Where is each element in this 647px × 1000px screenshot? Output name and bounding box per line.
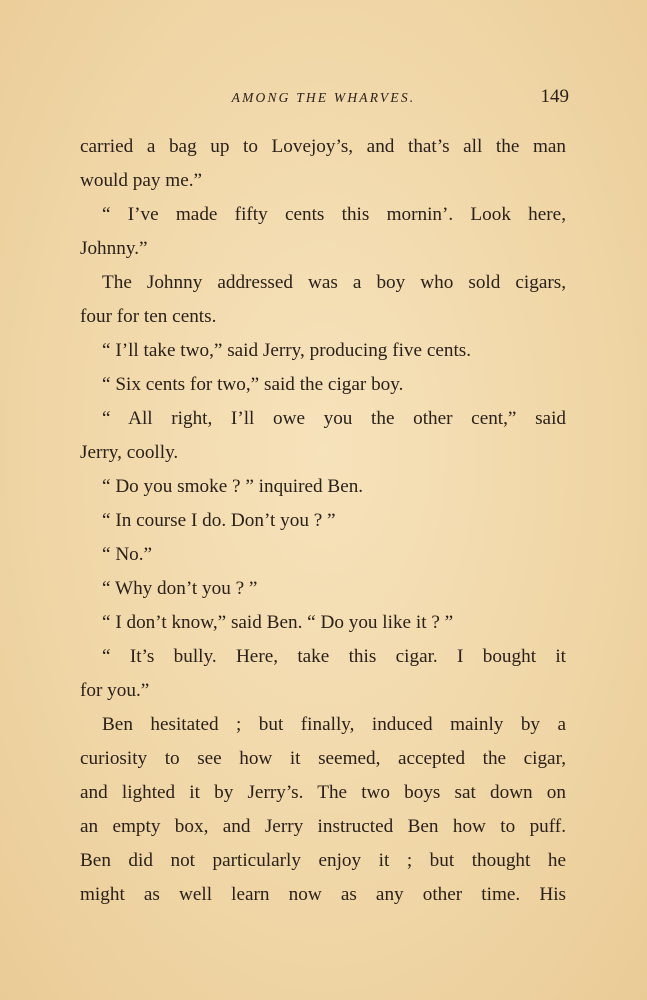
text-line: Ben did not particularly enjoy it ; but thought he [80,850,566,871]
text-line: an empty box, and Jerry instructed Ben how to puff. [80,816,566,837]
text-line: Johnny.” [80,238,148,259]
text-line: Jerry, coolly. [80,442,179,463]
page-number: 149 [540,86,569,107]
text-line: “ It’s bully. Here, take this cigar. I bought it [102,646,566,667]
text-line: would pay me.” [80,170,203,191]
text-line: “ I don’t know,” said Ben. “ Do you like it ? ” [102,612,454,633]
text-line: The Johnny addressed was a boy who sold cigars, [102,272,566,293]
text-line: and lighted it by Jerry’s. The two boys sat down on [80,782,566,803]
text-line: might as well learn now as any other time. His [80,884,566,905]
running-head [0,84,647,114]
text-line: “ In course I do. Don’t you ? ” [102,510,336,531]
text-line: carried a bag up to Lovejoy’s, and that’s all the man [80,136,566,157]
text-line: curiosity to see how it seemed, accepted the cigar, [80,748,566,769]
text-line: “ No.” [102,544,153,565]
text-line: “ Do you smoke ? ” inquired Ben. [102,476,364,497]
text-line: for you.” [80,680,150,701]
text-line: “ Six cents for two,” said the cigar boy. [102,374,404,395]
text-line: “ I’ve made fifty cents this mornin’. Look here, [102,204,566,225]
text-line: four for ten cents. [80,306,217,327]
text-line: “ All right, I’ll owe you the other cent,” said [102,408,566,429]
text-line: “ Why don’t you ? ” [102,578,258,599]
running-head-title: AMONG THE WHARVES. [231,90,416,105]
body-text [80,130,566,912]
text-line: “ I’ll take two,” said Jerry, producing five cents. [102,340,472,361]
text-line: Ben hesitated ; but finally, induced mainly by a [102,714,566,735]
